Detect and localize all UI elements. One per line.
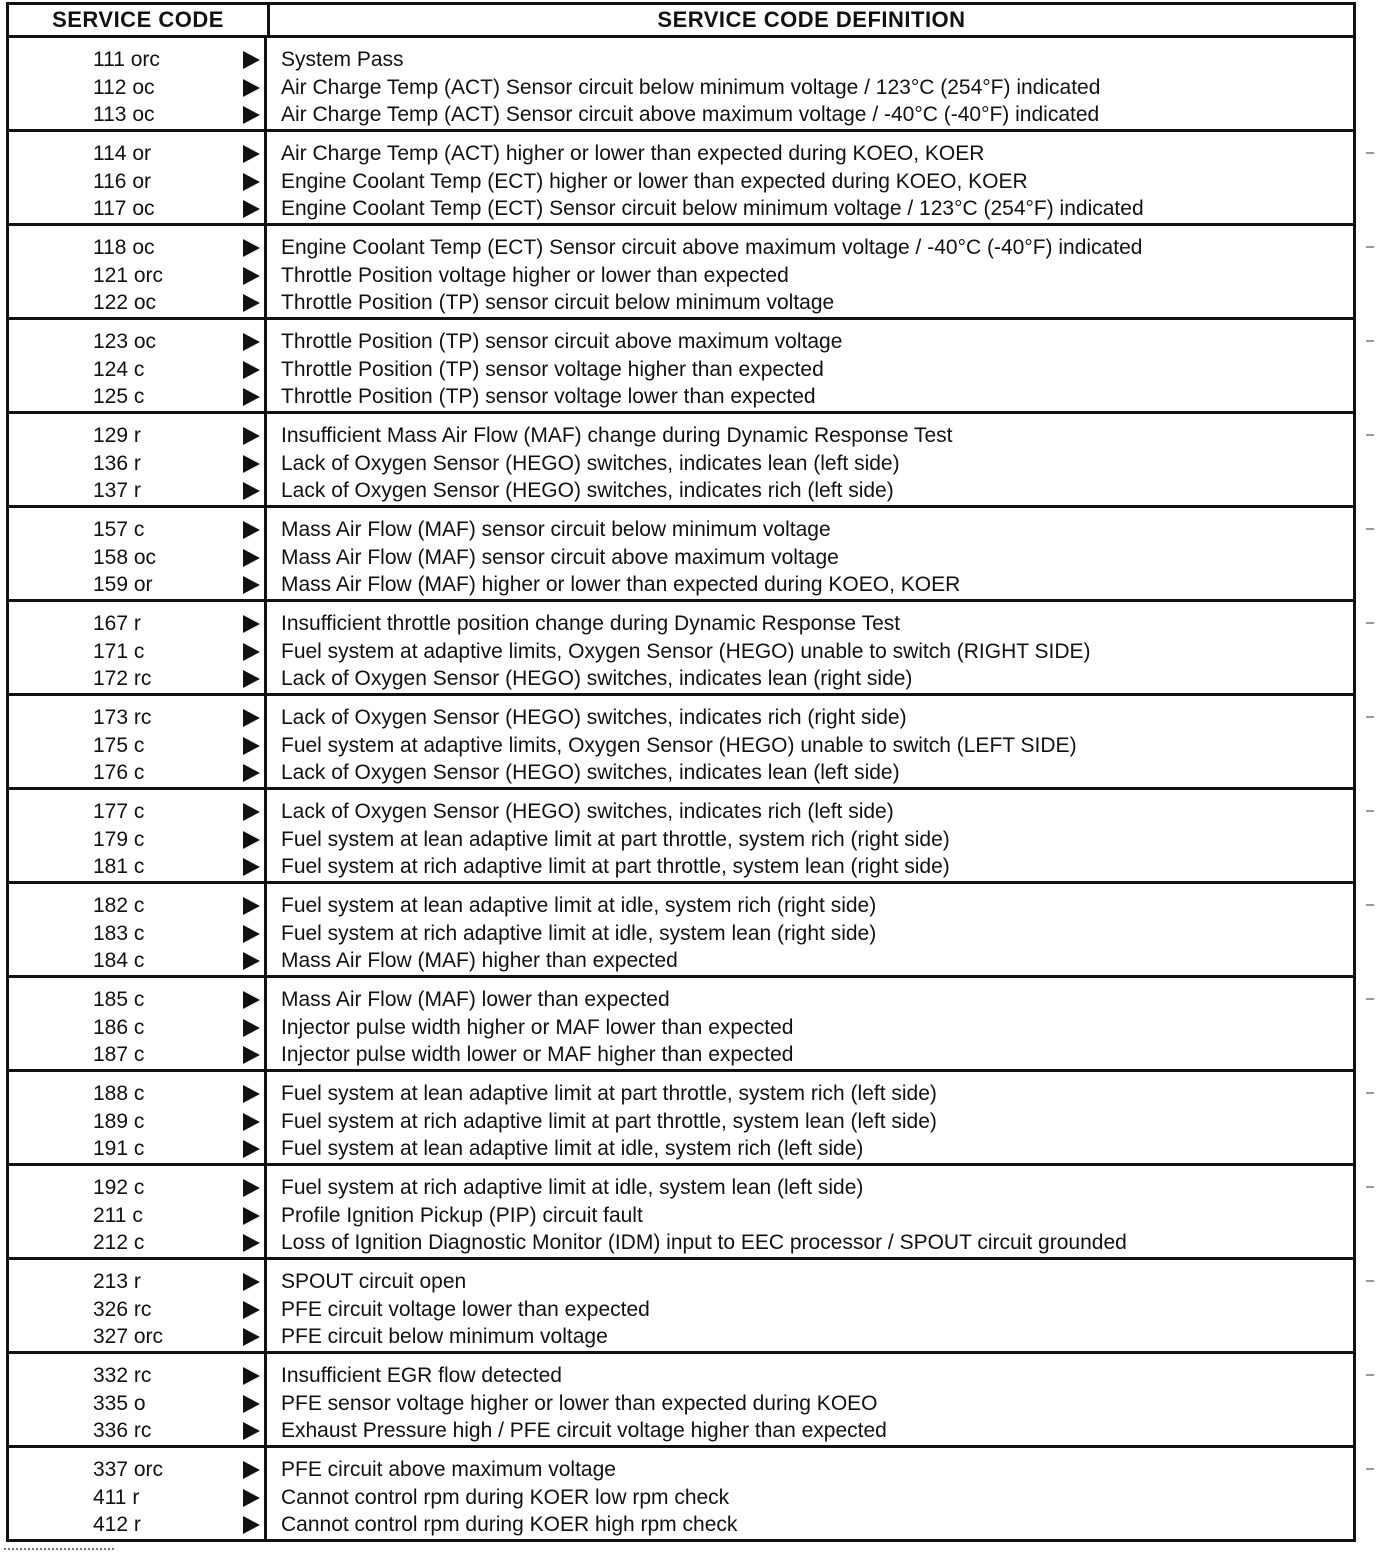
definition-column [267,320,1353,411]
table-row [9,1296,264,1324]
definition-column [267,790,1353,881]
footer-mark [4,1548,114,1556]
service-code: 187 c [93,1043,145,1067]
service-code-definition: Fuel system at rich adaptive limit at part throttle, system lean (right side) [281,855,950,878]
code-column [9,1448,267,1539]
code-column [9,602,267,693]
code-column [9,320,267,411]
pointer-arrow-icon [243,831,260,849]
service-code: 211 c [93,1203,143,1227]
code-column [9,226,267,317]
margin-tick [1366,246,1374,248]
table-row [9,1268,264,1296]
pointer-arrow-icon [243,643,260,661]
table-row [9,1202,264,1230]
table-row [9,195,264,223]
code-group [6,602,1356,696]
service-code: 118 oc [93,236,155,260]
pointer-arrow-icon [243,709,260,727]
service-code: 124 c [93,357,145,381]
pointer-arrow-icon [243,455,260,473]
service-code-definition: Fuel system at lean adaptive limit at part throttle, system rich (right side) [281,827,950,851]
table-row [9,1323,264,1351]
definition-column [267,38,1353,129]
pointer-arrow-icon [243,991,260,1009]
table-row [9,1041,264,1069]
table-row [9,516,264,544]
code-group [6,1260,1356,1354]
pointer-arrow-icon [243,549,260,567]
pointer-arrow-icon [243,952,260,970]
margin-tick [1366,434,1374,436]
pointer-arrow-icon [243,106,260,124]
table-row [9,1484,264,1512]
service-code: 137 r [93,479,141,503]
service-code: 191 c [93,1137,145,1161]
service-code-definition: Fuel system at rich adaptive limit at idle, system lean (left side) [281,1176,864,1199]
code-group [6,978,1356,1072]
service-code-definition: Mass Air Flow (MAF) higher than expected [281,949,678,972]
margin-tick [1366,1468,1374,1470]
service-code-definition: Air Charge Temp (ACT) higher or lower than expected during KOEO, KOER [281,142,985,165]
margin-tick [1366,904,1374,906]
pointer-arrow-icon [243,576,260,594]
service-code-definition: Lack of Oxygen Sensor (HEGO) switches, indicates rich (right side) [281,706,907,729]
service-code-definition: Engine Coolant Temp (ECT) Sensor circuit above maximum voltage / -40°C (-40°F) indicated [281,236,1143,259]
service-code: 184 c [93,949,145,973]
service-code: 157 c [93,518,145,542]
code-column [9,790,267,881]
margin-tick [1366,622,1374,624]
definition-column [267,1448,1353,1539]
service-code-definition: Fuel system at lean adaptive limit at part throttle, system rich (left side) [281,1082,937,1105]
code-group [6,414,1356,508]
service-code-definition: Lack of Oxygen Sensor (HEGO) switches, indicates lean (left side) [281,761,900,784]
definition-column [267,1354,1353,1445]
code-column [9,1072,267,1163]
table-row [9,892,264,920]
pointer-arrow-icon [243,482,260,500]
pointer-arrow-icon [243,294,260,312]
table-row [9,571,264,599]
pointer-arrow-icon [243,1019,260,1037]
table-row [9,1456,264,1484]
pointer-arrow-icon [243,1273,260,1291]
pointer-arrow-icon [243,764,260,782]
service-code-definition: Insufficient EGR flow detected [281,1364,562,1387]
pointer-arrow-icon [243,239,260,257]
table-row [9,1108,264,1136]
service-code: 113 oc [93,103,155,127]
code-column [9,884,267,975]
definition-column [267,1260,1353,1351]
table-row [9,610,264,638]
table-row [9,1417,264,1445]
service-code-definition: Insufficient Mass Air Flow (MAF) change during Dynamic Response Test [281,424,953,447]
service-code-definition: Fuel system at lean adaptive limit at idle, system rich (left side) [281,1137,864,1160]
table-row [9,1390,264,1418]
definition-column [267,508,1353,599]
code-group [6,1448,1356,1542]
code-group [6,1072,1356,1166]
service-code-definition: Engine Coolant Temp (ECT) Sensor circuit below minimum voltage / 123°C (254°F) indicated [281,197,1144,220]
service-code: 116 or [93,169,151,193]
service-code: 136 r [93,451,141,475]
service-code: 213 r [93,1270,141,1294]
margin-tick [1366,1092,1374,1094]
pointer-arrow-icon [243,1113,260,1131]
definition-column [267,884,1353,975]
definition-column [267,1072,1353,1163]
table-row [9,262,264,290]
pointer-arrow-icon [243,427,260,445]
service-code: 112 oc [93,75,155,99]
margin-tick [1366,1280,1374,1282]
definition-column [267,414,1353,505]
table-row [9,638,264,666]
pointer-arrow-icon [243,388,260,406]
service-code: 335 o [93,1391,146,1415]
service-code: 122 oc [93,291,157,315]
service-code: 158 oc [93,545,157,569]
service-code-definition: Fuel system at lean adaptive limit at idle, system rich (right side) [281,894,877,917]
service-code: 125 c [93,385,145,409]
pointer-arrow-icon [243,803,260,821]
table-row [9,704,264,732]
service-code-definition: Air Charge Temp (ACT) Sensor circuit below minimum voltage / 123°C (254°F) indicated [281,75,1101,99]
table-row [9,544,264,572]
service-code: 175 c [93,733,145,757]
service-code: 212 c [93,1231,145,1255]
margin-tick [1366,716,1374,718]
pointer-arrow-icon [243,79,260,97]
service-code-definition: Throttle Position (TP) sensor circuit below minimum voltage [281,291,835,314]
code-group [6,132,1356,226]
pointer-arrow-icon [243,925,260,943]
service-code: 412 r [93,1513,141,1537]
service-code-definition: Cannot control rpm during KOER high rpm check [281,1513,738,1536]
definition-column [267,978,1353,1069]
table-row [9,1014,264,1042]
table-row [9,798,264,826]
margin-tick [1366,340,1374,342]
margin-tick [1366,1186,1374,1188]
service-code-definition: Injector pulse width higher or MAF lower than expected [281,1015,794,1039]
pointer-arrow-icon [243,1207,260,1225]
table-row [9,450,264,478]
service-code-definition: Mass Air Flow (MAF) higher or lower than expected during KOEO, KOER [281,573,961,596]
service-code-definition: Lack of Oxygen Sensor (HEGO) switches, indicates lean (right side) [281,667,913,690]
table-row [9,328,264,356]
table-row [9,1229,264,1257]
definition-column [267,1166,1353,1257]
service-code-definition: PFE circuit below minimum voltage [281,1325,608,1348]
service-code: 185 c [93,988,145,1012]
pointer-arrow-icon [243,1140,260,1158]
service-code-definition: Mass Air Flow (MAF) sensor circuit above maximum voltage [281,545,839,569]
pointer-arrow-icon [243,1516,260,1534]
code-group [6,1354,1356,1448]
service-code-definition: PFE circuit above maximum voltage [281,1458,616,1481]
service-code-definition: Throttle Position voltage higher or lower than expected [281,263,789,287]
code-group [6,38,1356,132]
code-group [6,790,1356,884]
service-code-definition: Air Charge Temp (ACT) Sensor circuit above maximum voltage / -40°C (-40°F) indicated [281,103,1100,126]
service-code: 117 oc [93,197,155,221]
table-row [9,759,264,787]
definition-column [267,226,1353,317]
service-code: 183 c [93,921,145,945]
service-code: 179 c [93,827,145,851]
code-column [9,696,267,787]
service-code: 186 c [93,1015,145,1039]
service-code: 181 c [93,855,145,879]
pointer-arrow-icon [243,1489,260,1507]
table-row [9,665,264,693]
service-code: 172 rc [93,667,152,691]
table-row [9,920,264,948]
code-group [6,1166,1356,1260]
service-code: 336 rc [93,1419,152,1443]
code-group [6,508,1356,602]
table-row [9,1174,264,1202]
table-row [9,168,264,196]
table-row [9,101,264,129]
margin-tick [1366,152,1374,154]
margin-tick [1366,1374,1374,1376]
service-code-definition: Throttle Position (TP) sensor circuit above maximum voltage [281,330,843,353]
pointer-arrow-icon [243,1179,260,1197]
code-column [9,978,267,1069]
table-row [9,986,264,1014]
table-row [9,853,264,881]
pointer-arrow-icon [243,1367,260,1385]
service-code-definition: Exhaust Pressure high / PFE circuit voltage higher than expected [281,1419,887,1442]
table-row [9,1080,264,1108]
service-code-definition: Profile Ignition Pickup (PIP) circuit fault [281,1203,643,1227]
service-code-definition: Fuel system at adaptive limits, Oxygen Sensor (HEGO) unable to switch (RIGHT SIDE) [281,639,1091,663]
service-code-definition: Lack of Oxygen Sensor (HEGO) switches, indicates lean (left side) [281,451,900,475]
pointer-arrow-icon [243,858,260,876]
table-row [9,46,264,74]
table-row [9,422,264,450]
service-code: 111 orc [93,48,160,72]
pointer-arrow-icon [243,737,260,755]
service-code-definition: Mass Air Flow (MAF) lower than expected [281,988,670,1011]
service-code: 159 or [93,573,153,597]
table-row [9,826,264,854]
table-header [6,2,1356,38]
service-code-definition: PFE circuit voltage lower than expected [281,1297,650,1321]
code-group [6,226,1356,320]
service-code: 192 c [93,1176,145,1200]
pointer-arrow-icon [243,267,260,285]
service-code: 327 orc [93,1325,164,1349]
service-code-definition: Fuel system at adaptive limits, Oxygen Sensor (HEGO) unable to switch (LEFT SIDE) [281,733,1077,757]
definition-column [267,602,1353,693]
pointer-arrow-icon [243,173,260,191]
definition-column [267,132,1353,223]
margin-tick [1366,998,1374,1000]
pointer-arrow-icon [243,1422,260,1440]
table-row [9,383,264,411]
service-code: 188 c [93,1082,145,1106]
service-code-definition: Throttle Position (TP) sensor voltage higher than expected [281,357,824,381]
service-code-definition: Throttle Position (TP) sensor voltage lower than expected [281,385,816,408]
pointer-arrow-icon [243,670,260,688]
pointer-arrow-icon [243,1395,260,1413]
service-code: 167 r [93,612,141,636]
service-code-table [6,2,1356,1542]
code-group [6,884,1356,978]
table-row [9,140,264,168]
service-code: 176 c [93,761,145,785]
pointer-arrow-icon [243,615,260,633]
table-row [9,234,264,262]
service-code: 177 c [93,800,145,824]
service-code-column-header: SERVICE CODE [9,5,270,35]
table-row [9,289,264,317]
service-code: 182 c [93,894,145,918]
service-code-definition: Lack of Oxygen Sensor (HEGO) switches, indicates rich (left side) [281,479,894,502]
table-row [9,1511,264,1539]
service-code: 121 orc [93,263,164,287]
pointer-arrow-icon [243,145,260,163]
service-code: 189 c [93,1109,145,1133]
service-code: 123 oc [93,330,157,354]
pointer-arrow-icon [243,1234,260,1252]
table-row [9,74,264,102]
pointer-arrow-icon [243,1301,260,1319]
service-code-definition: Fuel system at rich adaptive limit at part throttle, system lean (left side) [281,1109,937,1133]
service-code-definition: Engine Coolant Temp (ECT) higher or lower than expected during KOEO, KOER [281,169,1028,193]
table-row [9,1135,264,1163]
code-column [9,1260,267,1351]
pointer-arrow-icon [243,1085,260,1103]
service-code-definition: SPOUT circuit open [281,1270,467,1293]
service-code: 114 or [93,142,151,166]
table-row [9,947,264,975]
service-code: 171 c [93,639,145,663]
service-code-definition: System Pass [281,48,404,71]
pointer-arrow-icon [243,897,260,915]
code-group [6,320,1356,414]
pointer-arrow-icon [243,521,260,539]
service-code-definition: PFE sensor voltage higher or lower than expected during KOEO [281,1391,878,1415]
service-code-definition: Insufficient throttle position change during Dynamic Response Test [281,612,901,635]
service-code: 326 rc [93,1297,152,1321]
pointer-arrow-icon [243,1328,260,1346]
service-code-definition: Fuel system at rich adaptive limit at idle, system lean (right side) [281,921,877,945]
table-body [6,38,1356,1542]
pointer-arrow-icon [243,1461,260,1479]
code-group [6,696,1356,790]
pointer-arrow-icon [243,361,260,379]
table-row [9,732,264,760]
service-code-definition: Injector pulse width lower or MAF higher than expected [281,1043,794,1066]
margin-tick [1366,810,1374,812]
definition-column [267,696,1353,787]
pointer-arrow-icon [243,333,260,351]
pointer-arrow-icon [243,51,260,69]
table-row [9,356,264,384]
service-code: 411 r [93,1485,140,1509]
code-column [9,508,267,599]
service-code-definition: Mass Air Flow (MAF) sensor circuit below minimum voltage [281,518,831,541]
pointer-arrow-icon [243,1046,260,1064]
code-column [9,414,267,505]
service-code-definition: Lack of Oxygen Sensor (HEGO) switches, indicates rich (left side) [281,800,894,823]
service-code-definition-column-header: SERVICE CODE DEFINITION [657,7,966,32]
service-code: 332 rc [93,1364,152,1388]
service-code: 173 rc [93,706,152,730]
service-code: 129 r [93,424,141,448]
code-column [9,132,267,223]
pointer-arrow-icon [243,200,260,218]
margin-tick [1366,528,1374,530]
service-code-definition: Loss of Ignition Diagnostic Monitor (IDM) input to EEC processor / SPOUT circuit grounded [281,1231,1127,1254]
code-column [9,1166,267,1257]
table-row [9,477,264,505]
service-code-definition: Cannot control rpm during KOER low rpm check [281,1485,730,1509]
table-row [9,1362,264,1390]
code-column [9,38,267,129]
service-code: 337 orc [93,1458,164,1482]
code-column [9,1354,267,1445]
